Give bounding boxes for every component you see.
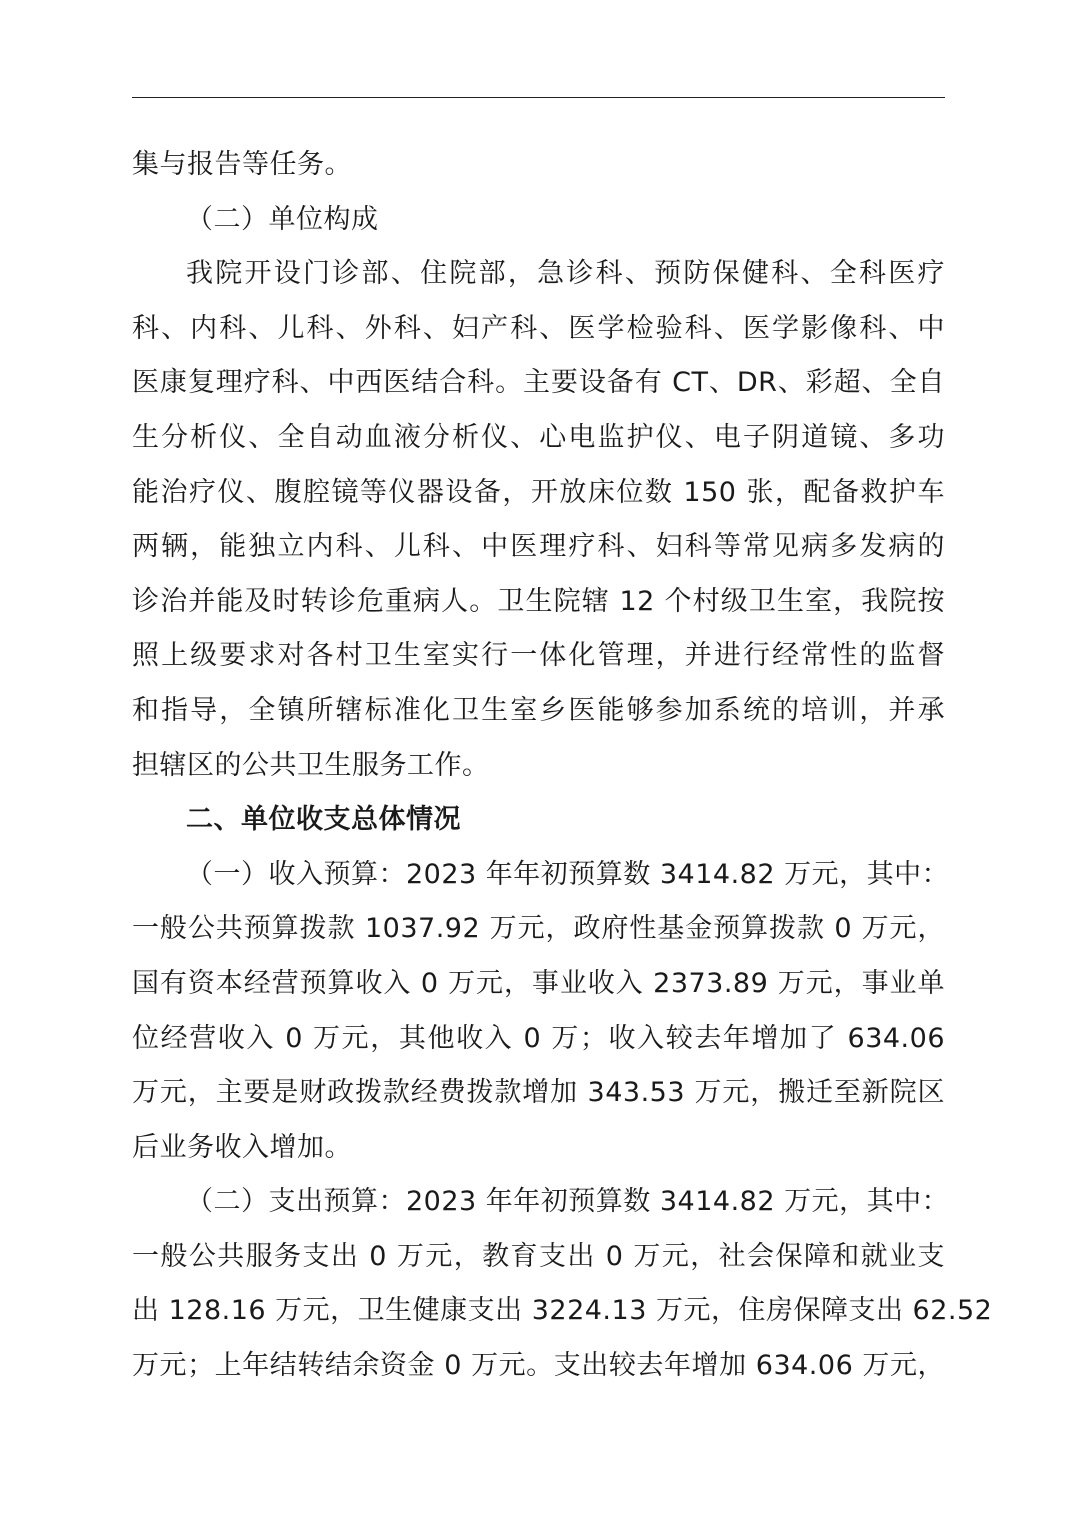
document-body: [132, 138, 993, 1394]
text-line-14: （一）收入预算：2023 年年初预算数 3414.82 万元，其中：: [186, 858, 950, 890]
text-line-19: 后业务收入增加。: [132, 1131, 352, 1163]
text-line-15: 一般公共预算拨款 1037.92 万元，政府性基金预算拨款 0 万元，: [132, 913, 945, 945]
text-line-9: 诊治并能及时转诊危重病人。卫生院辖 12 个村级卫生室，我院按: [132, 585, 945, 617]
text-line-6: 生分析仪、全自动血液分析仪、心电监护仪、电子阴道镜、多功: [132, 421, 945, 453]
text-line-23: 万元；上年结转结余资金 0 万元。支出较去年增加 634.06 万元，: [132, 1350, 945, 1382]
text-line-22: 出 128.16 万元，卫生健康支出 3224.13 万元，住房保障支出 62.52: [132, 1295, 993, 1327]
text-line-18: 万元，主要是财政拨款经费拨款增加 343.53 万元，搬迁至新院区: [132, 1077, 945, 1109]
text-line-16: 国有资本经营预算收入 0 万元，事业收入 2373.89 万元，事业单: [132, 967, 945, 999]
text-line-5: 医康复理疗科、中西医结合科。主要设备有 CT、DR、彩超、全自: [132, 367, 945, 399]
text-line-3: 我院开设门诊部、住院部，急诊科、预防保健科、全科医疗: [186, 258, 945, 290]
text-line-2: （二）单位构成: [186, 203, 379, 235]
text-line-20: （二）支出预算：2023 年年初预算数 3414.82 万元，其中：: [186, 1186, 950, 1218]
text-line-1: 集与报告等任务。: [132, 149, 352, 180]
text-line-17: 位经营收入 0 万元，其他收入 0 万；收入较去年增加了 634.06: [132, 1022, 945, 1054]
text-line-21: 一般公共服务支出 0 万元，教育支出 0 万元，社会保障和就业支: [132, 1240, 945, 1272]
text-line-12: 担辖区的公共卫生服务工作。: [132, 749, 490, 781]
header-rule: [132, 97, 945, 98]
section-heading: 二、单位收支总体情况: [186, 804, 461, 836]
text-line-8: 两辆，能独立内科、儿科、中医理疗科、妇科等常见病多发病的: [132, 531, 945, 563]
text-line-10: 照上级要求对各村卫生室实行一体化管理，并进行经常性的监督: [132, 640, 945, 672]
text-line-4: 科、内科、儿科、外科、妇产科、医学检验科、医学影像科、中: [132, 312, 945, 344]
text-line-7: 能治疗仪、腹腔镜等仪器设备，开放床位数 150 张，配备救护车: [132, 476, 945, 508]
text-line-11: 和指导，全镇所辖标准化卫生室乡医能够参加系统的培训，并承: [132, 694, 945, 726]
